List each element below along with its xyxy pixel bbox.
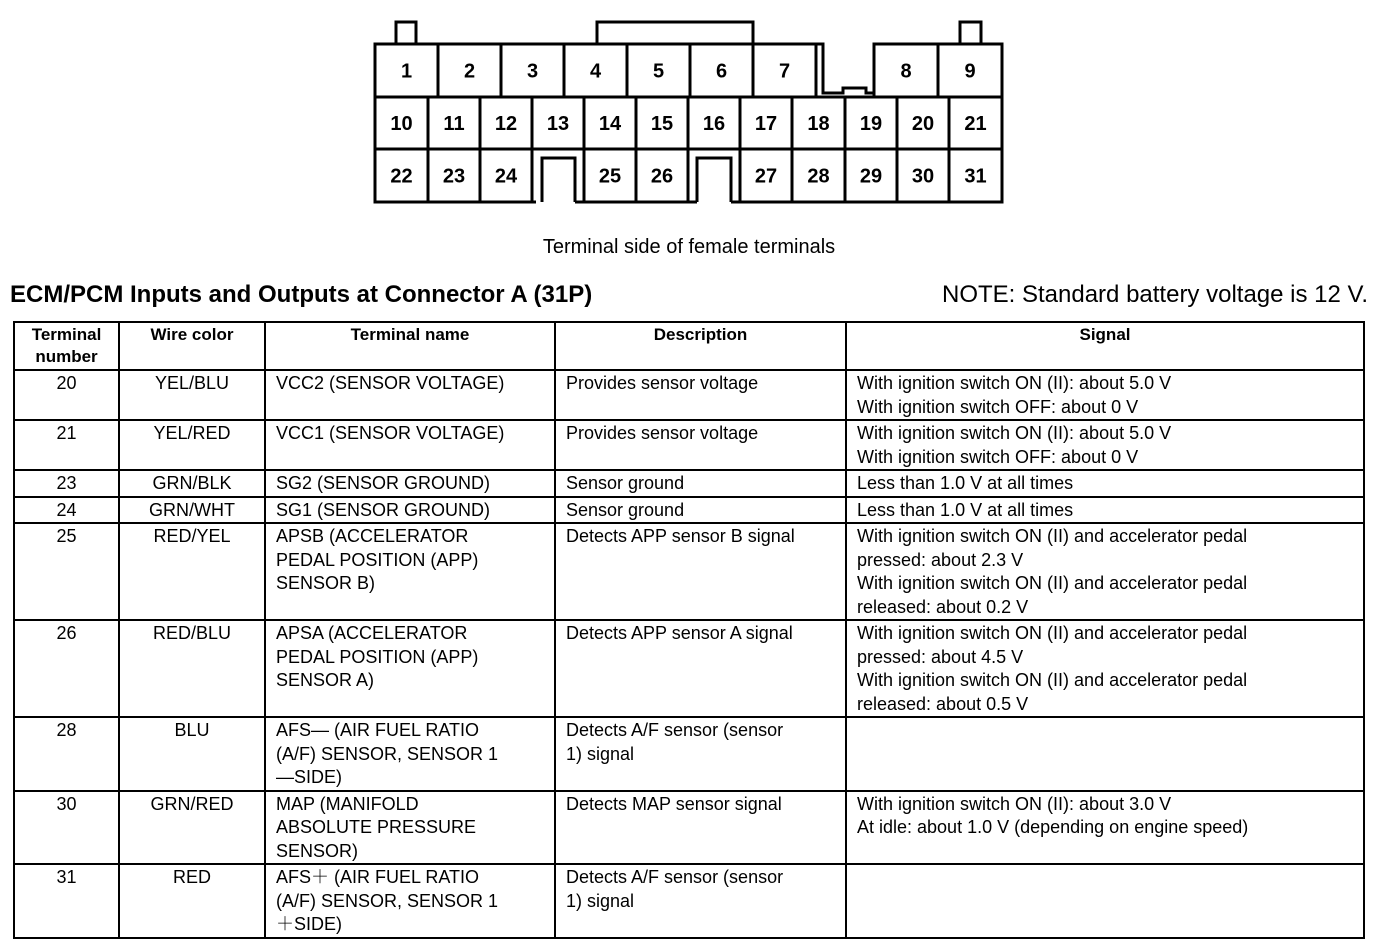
terminal-label: 21 <box>964 113 987 135</box>
cell-line: Provides sensor voltage <box>566 423 759 443</box>
cell-line: With ignition switch ON (II): about 3.0 V <box>857 793 1172 814</box>
table-row <box>14 370 1364 420</box>
cell-wire-color: YEL/RED <box>119 420 265 470</box>
cell-line: SENSOR B) <box>276 573 376 593</box>
cell-line: Less than 1.0 V at all times <box>857 499 1074 520</box>
cell-signal <box>846 370 1364 420</box>
cell-line: APSB (ACCELERATOR <box>276 526 469 546</box>
terminal-label: 16 <box>702 113 726 135</box>
cell-wire-color: RED <box>119 864 265 938</box>
terminal-label: 12 <box>494 113 518 135</box>
terminal-label: 5 <box>652 60 665 83</box>
cell-line: With ignition switch OFF: about 0 V <box>857 446 1139 467</box>
terminal-label: 30 <box>911 165 935 188</box>
cell-line: (A/F) SENSOR, SENSOR 1 <box>276 890 499 911</box>
cell-line: pressed: about 4.5 V <box>857 646 1024 667</box>
terminal-label: 24 <box>494 165 518 188</box>
cell-line: Sensor ground <box>566 473 685 493</box>
cell-line: (A/F) SENSOR, SENSOR 1 <box>276 743 499 764</box>
terminal-label: 28 <box>807 165 830 188</box>
cell-line: —SIDE) <box>276 767 343 787</box>
key-notch <box>542 158 575 202</box>
cell-line: With ignition switch ON (II): about 5.0 V <box>857 423 1172 443</box>
cell-description <box>555 620 846 717</box>
cell-description <box>555 420 846 470</box>
terminal-label: 7 <box>778 60 791 83</box>
cell-signal <box>846 864 1364 938</box>
cell-line: Detects A/F sensor (sensor <box>566 867 784 887</box>
header-description: Description <box>555 322 846 370</box>
cell-line: released: about 0.5 V <box>857 693 1029 714</box>
table-header-row <box>14 322 1364 370</box>
cell-line: released: about 0.2 V <box>857 596 1029 617</box>
cell-description <box>555 523 846 620</box>
cell-line: SG1 (SENSOR GROUND) <box>276 499 491 520</box>
terminal-label: 19 <box>859 113 883 135</box>
cell-line: With ignition switch ON (II) and accelerator pedal <box>857 573 1248 593</box>
cell-line: Detects APP sensor B signal <box>566 526 795 546</box>
cell-line: PEDAL POSITION (APP) <box>276 646 479 667</box>
cell-line: With ignition switch ON (II) and accelerator pedal <box>857 623 1248 643</box>
terminal-label: 6 <box>715 60 728 83</box>
cell-line: 1) signal <box>566 743 635 764</box>
cell-line: AFS＋ (AIR FUEL RATIO <box>276 867 480 887</box>
connector-diagram <box>0 0 1392 215</box>
cell-line: SENSOR) <box>276 840 359 861</box>
cell-line: Detects A/F sensor (sensor <box>566 720 784 740</box>
terminal-label: 4 <box>589 60 602 83</box>
cell-line: MAP (MANIFOLD <box>276 793 419 814</box>
cell-line: Detects APP sensor A signal <box>566 623 793 643</box>
cell-signal <box>846 523 1364 620</box>
key-notch <box>697 158 731 202</box>
cell-terminal-number: 31 <box>14 864 119 938</box>
table-row <box>14 717 1364 791</box>
cell-line: VCC1 (SENSOR VOLTAGE) <box>276 423 505 443</box>
terminal-label: 26 <box>650 165 674 188</box>
terminal-label: 29 <box>859 165 883 188</box>
cell-terminal-name <box>265 791 555 865</box>
cell-terminal-number: 20 <box>14 370 119 420</box>
cell-terminal-number: 21 <box>14 420 119 470</box>
table-row <box>14 523 1364 620</box>
cell-wire-color: RED/BLU <box>119 620 265 717</box>
cell-terminal-number: 24 <box>14 497 119 524</box>
cell-description <box>555 791 846 865</box>
cell-signal <box>846 620 1364 717</box>
cell-line: SG2 (SENSOR GROUND) <box>276 473 491 493</box>
terminal-label: 3 <box>526 60 539 83</box>
terminal-label: 2 <box>463 60 476 83</box>
voltage-note: NOTE: Standard battery voltage is 12 V. <box>941 281 1368 308</box>
cell-line: With ignition switch ON (II) and accelerator pedal <box>857 526 1248 546</box>
cell-wire-color: GRN/RED <box>119 791 265 865</box>
terminal-label: 8 <box>900 60 912 83</box>
cell-terminal-name <box>265 420 555 470</box>
terminal-label: 31 <box>964 165 987 188</box>
cell-line: With ignition switch ON (II) and accelerator pedal <box>857 670 1248 690</box>
terminal-label: 23 <box>442 165 466 188</box>
terminal-label: 9 <box>964 60 976 83</box>
table-row <box>14 620 1364 717</box>
header-terminal-number: Terminal number <box>14 322 119 370</box>
cell-line: pressed: about 2.3 V <box>857 549 1024 570</box>
cell-terminal-name <box>265 523 555 620</box>
cell-line: 1) signal <box>566 890 635 911</box>
cell-line: ABSOLUTE PRESSURE <box>276 817 477 837</box>
cell-signal <box>846 420 1364 470</box>
terminal-label: 27 <box>754 165 778 188</box>
terminal-label: 22 <box>390 165 413 188</box>
cell-terminal-name <box>265 620 555 717</box>
cell-signal <box>846 717 1364 791</box>
table-body <box>14 370 1364 938</box>
diagram-caption: Terminal side of female terminals <box>542 236 836 258</box>
terminal-label: 11 <box>443 113 465 135</box>
terminal-label: 14 <box>598 113 622 135</box>
cell-terminal-number: 23 <box>14 470 119 497</box>
cell-wire-color: RED/YEL <box>119 523 265 620</box>
cell-line: With ignition switch OFF: about 0 V <box>857 396 1139 417</box>
cell-terminal-name <box>265 470 555 497</box>
cell-line: ＋SIDE) <box>276 914 343 934</box>
cell-terminal-name <box>265 497 555 524</box>
header-signal: Signal <box>846 322 1364 370</box>
terminal-label: 10 <box>390 113 413 135</box>
table-row <box>14 420 1364 470</box>
cell-terminal-number: 30 <box>14 791 119 865</box>
cell-terminal-number: 25 <box>14 523 119 620</box>
cell-signal <box>846 470 1364 497</box>
terminal-label: 18 <box>807 113 830 135</box>
cell-line: VCC2 (SENSOR VOLTAGE) <box>276 373 505 393</box>
cell-line: Provides sensor voltage <box>566 373 759 393</box>
cell-line: With ignition switch ON (II): about 5.0 V <box>857 373 1172 393</box>
cell-line: PEDAL POSITION (APP) <box>276 549 479 570</box>
terminal-label: 15 <box>650 113 674 135</box>
cell-line: Sensor ground <box>566 499 685 520</box>
page-title: ECM/PCM Inputs and Outputs at Connector A (31P) <box>10 281 593 308</box>
cell-signal <box>846 791 1364 865</box>
cell-terminal-number: 28 <box>14 717 119 791</box>
terminal-label: 13 <box>546 113 570 135</box>
cell-description <box>555 864 846 938</box>
cell-wire-color: YEL/BLU <box>119 370 265 420</box>
cell-signal <box>846 497 1364 524</box>
cell-line: Detects MAP sensor signal <box>566 793 782 814</box>
cell-description <box>555 370 846 420</box>
cell-wire-color: BLU <box>119 717 265 791</box>
table-row <box>14 497 1364 524</box>
cell-description <box>555 470 846 497</box>
cell-description <box>555 497 846 524</box>
cell-terminal-name <box>265 864 555 938</box>
cell-line: AFS— (AIR FUEL RATIO <box>276 720 480 740</box>
header-terminal-name: Terminal name <box>265 322 555 370</box>
cell-terminal-number: 26 <box>14 620 119 717</box>
cell-line: At idle: about 1.0 V (depending on engine speed) <box>857 817 1249 837</box>
table-row <box>14 864 1364 938</box>
cell-line: APSA (ACCELERATOR <box>276 623 468 643</box>
table-row <box>14 791 1364 865</box>
io-table <box>13 321 1365 939</box>
cell-terminal-name <box>265 717 555 791</box>
cell-line: SENSOR A) <box>276 670 375 690</box>
table-row <box>14 470 1364 497</box>
terminal-label: 20 <box>911 113 935 135</box>
header-wire-color: Wire color <box>119 322 265 370</box>
cell-wire-color: GRN/BLK <box>119 470 265 497</box>
terminal-label: 17 <box>754 113 778 135</box>
cell-description <box>555 717 846 791</box>
cell-wire-color: GRN/WHT <box>119 497 265 524</box>
terminal-label: 25 <box>598 165 622 188</box>
cell-terminal-name <box>265 370 555 420</box>
terminal-label: 1 <box>400 60 413 83</box>
cell-line: Less than 1.0 V at all times <box>857 473 1074 493</box>
